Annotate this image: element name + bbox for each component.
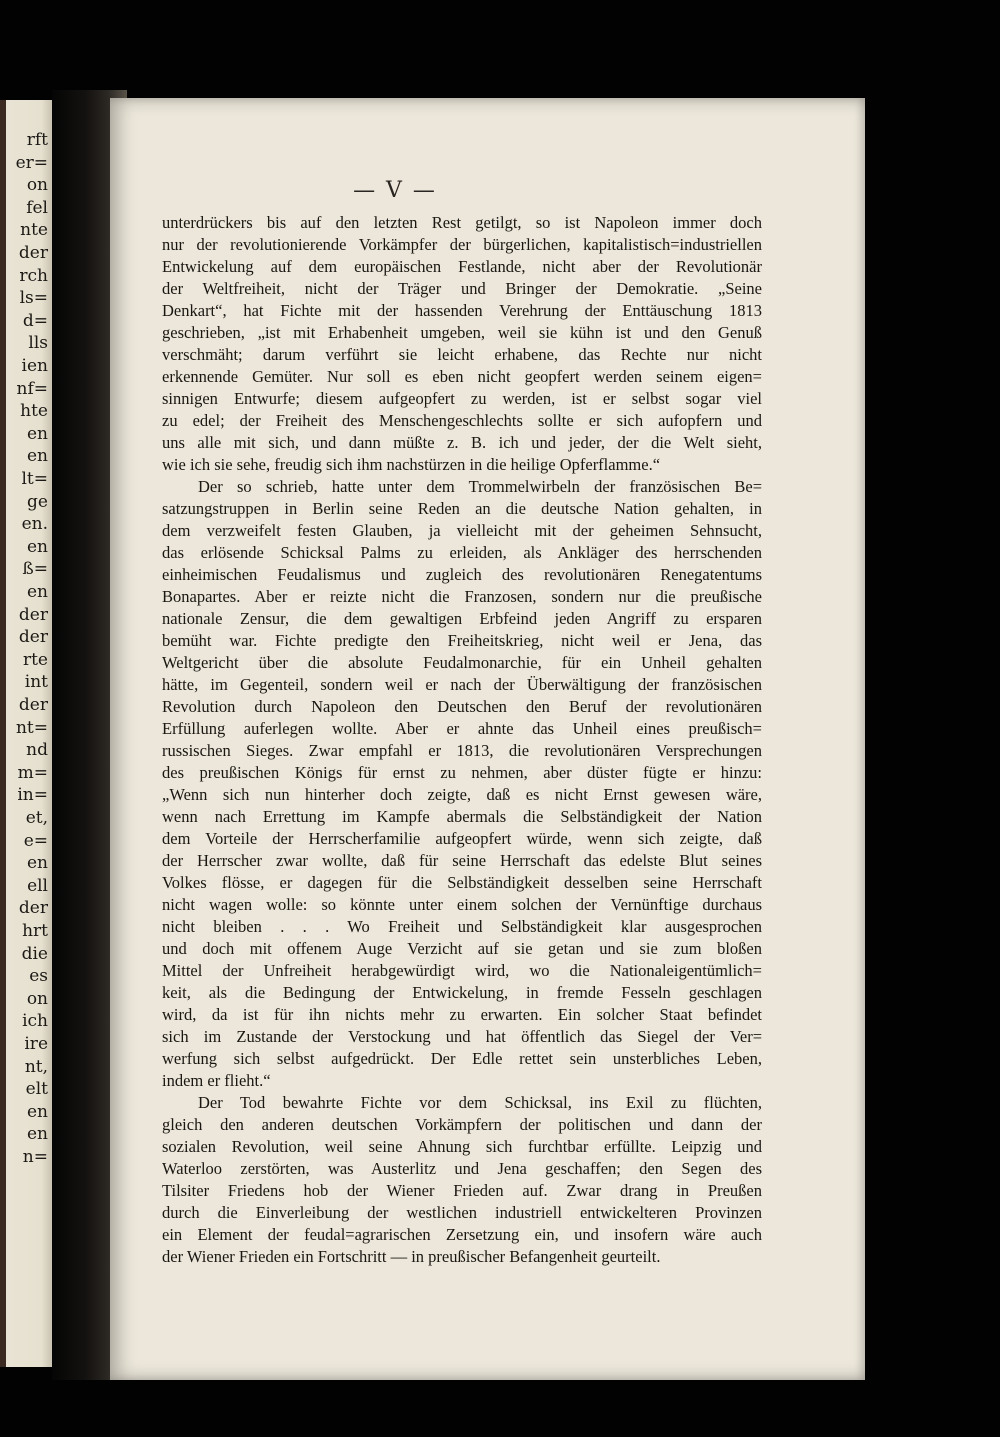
text-line: der Wiener Frieden ein Fortschritt — in preußischer Befangenheit geurteilt. xyxy=(162,1247,661,1266)
text-line: Revolution durch Napoleon den Deutschen den Beruf der revolutionären xyxy=(162,697,762,716)
left-page-fragment: nf= xyxy=(16,378,48,399)
text-line: keit, als die Bedingung der Entwickelung, in fremde Fesseln geschlagen xyxy=(162,983,762,1002)
left-page-fragment: ß= xyxy=(22,559,48,580)
text-line: hätte, im Gegenteil, sondern weil er nach der Überwältigung der französischen xyxy=(162,675,762,694)
text-line: Waterloo zerstörten, was Austerlitz und Jena geschaffen; den Segen des xyxy=(162,1159,762,1178)
text-line: des preußischen Königs für ernst zu nehmen, aber düster fügte er hinzu: xyxy=(162,763,762,782)
text-line: durch die Einverleibung der westlichen industriell entwickelteren Provinzen xyxy=(162,1203,762,1222)
left-page-fragment: en xyxy=(26,446,48,467)
text-line: Bonapartes. Aber er reizte nicht die Franzosen, sondern nur die preußische xyxy=(162,587,762,606)
left-page-fragment: en xyxy=(26,536,48,557)
left-page-fragment: der xyxy=(18,604,48,625)
text-line: Denkart“, hat Fichte mit der hassenden Verehrung der Enttäuschung 1813 xyxy=(162,301,762,320)
left-page-fragment: en xyxy=(26,853,48,874)
left-page-fragment: die xyxy=(21,943,48,964)
left-page-fragment: der xyxy=(18,243,48,263)
text-line: werfung sich selbst aufgedrückt. Der Edle rettet sein unsterbliches Leben, xyxy=(162,1049,762,1068)
left-page-fragment: e= xyxy=(23,830,48,851)
left-page-fragment: en xyxy=(26,1124,48,1145)
text-line: nationale Zensur, die dem gewaltigen Erbfeind jeden Angriff zu ersparen xyxy=(162,609,762,628)
left-page-fragment: hte xyxy=(20,401,48,422)
text-line: sinnigen Entwurfe; diesem aufgeopfert zu werden, ist er selbst sogar viel xyxy=(162,389,762,408)
page-number: — V — xyxy=(353,178,437,203)
text-line: „Wenn sich nun hinterher doch zeigte, daß es nicht Ernst gewesen wäre, xyxy=(162,785,762,804)
left-page-fragment: es xyxy=(29,966,48,987)
text-line: Mittel der Unfreiheit herabgewürdigt wird, wo die Nationaleigentümlich= xyxy=(162,961,762,980)
text-line: verschmäht; darum verführt sie leicht erhabene, das Rechte nur nicht xyxy=(162,345,762,364)
text-line: der Herrscher zwar wollte, daß für seine Herrschaft das edelste Blut seines xyxy=(162,851,762,870)
left-page-fragment: ell xyxy=(27,875,48,896)
left-page-fragment: nd xyxy=(26,740,48,761)
left-page-fragment: n= xyxy=(22,1147,48,1167)
book-cover-edge xyxy=(0,100,6,1367)
left-page-fragment: en xyxy=(26,423,48,444)
text-line: Weltgericht über die absolute Feudalmonarchie, für ein Unheil gehalten xyxy=(162,653,762,672)
text-line: dem verzweifelt festen Glauben, ja vielleicht mit der geheimen Sehnsucht, xyxy=(162,521,762,540)
left-page-fragment: rte xyxy=(22,649,48,670)
text-line: sozialen Revolution, weil seine Ahnung sich furchtbar erfüllte. Leipzig und xyxy=(162,1137,762,1156)
text-line: sich im Zustande der Verstockung und hat öffentlich das Siegel der Ver= xyxy=(162,1027,762,1046)
left-page-fragment: ien xyxy=(21,356,48,376)
left-page-fragment: fel xyxy=(26,197,48,218)
left-page-fragment: int xyxy=(24,672,48,693)
left-page-fragment: ls= xyxy=(19,288,48,309)
text-line: wird, da ist für ihn nichts mehr zu erwarten. Ein solcher Staat befindet xyxy=(162,1005,762,1024)
text-line: dem Vorteile der Herrscherfamilie aufgeopfert würde, wenn sich zeigte, daß xyxy=(162,829,762,848)
left-page-fragment: nt= xyxy=(15,717,48,738)
left-page-fragment: nte xyxy=(20,220,48,241)
left-page-fragment: lt= xyxy=(21,469,48,489)
text-line: zu edel; der Freiheit des Menschengeschlechts sollte er sich aufopfern und xyxy=(162,411,762,430)
text-line: wenn nach Errettung im Kampfe abermals die Selbständigkeit der Nation xyxy=(162,807,762,826)
text-line: uns alle mit sich, und dann müßte z. B. ich und jeder, der die Welt sieht, xyxy=(162,433,762,452)
left-page-fragment: der xyxy=(18,695,48,715)
text-line: geschrieben, „ist mit Erhabenheit umgeben, weil sie kühn ist und den Genuß xyxy=(162,323,762,342)
left-page-fragment: ire xyxy=(24,1034,48,1054)
text-line: das erlösende Schicksal Palms zu erleiden, als Ankläger des herrschenden xyxy=(162,543,762,562)
text-line: satzungstruppen in Berlin seine Reden an die deutsche Nation gehalten, in xyxy=(162,499,762,518)
left-page-fragment: rft xyxy=(26,130,48,150)
left-page-edge xyxy=(0,100,52,1367)
text-line: der Weltfreiheit, nicht der Träger und Bringer der Demokratie. „Seine xyxy=(162,279,762,298)
text-line: ein Element der feudal=agrarischen Zersetzung ein, und insofern wäre auch xyxy=(162,1225,762,1244)
text-line: nicht bleiben . . . Wo Freiheit und Selbständigkeit klar ausgesprochen xyxy=(162,917,762,936)
text-line: wie ich sie sehe, freudig sich ihm nachstürzen in die heilige Opferflamme.“ xyxy=(162,455,661,474)
left-page-fragment: rch xyxy=(19,265,48,286)
left-page-fragment: en xyxy=(26,1101,48,1122)
left-page-fragment: elt xyxy=(25,1079,48,1100)
text-line: und doch mit offenem Auge Verzicht auf sie getan und sie zum bloßen xyxy=(162,939,762,958)
left-page-fragment: d= xyxy=(22,310,48,331)
text-line: Entwickelung auf dem europäischen Festlande, nicht aber der Revolutionär xyxy=(162,257,762,276)
left-page-fragment: ich xyxy=(22,1011,48,1032)
left-page-fragment: er= xyxy=(15,152,48,173)
left-page-fragment: m= xyxy=(17,762,48,783)
text-line: Der so schrieb, hatte unter dem Trommelwirbeln der französischen Be= xyxy=(198,477,762,496)
left-page-fragment: der xyxy=(18,627,48,648)
left-page-fragment: in= xyxy=(17,785,48,806)
left-page-fragment: en. xyxy=(21,514,48,535)
text-line: bemüht war. Fichte predigte den Freiheitskrieg, nicht weil er Jena, das xyxy=(162,631,762,650)
text-line: Tilsiter Friedens hob der Wiener Frieden auf. Zwar drang in Preußen xyxy=(162,1181,762,1200)
text-line: Der Tod bewahrte Fichte vor dem Schicksal, ins Exil zu flüchten, xyxy=(198,1093,762,1112)
left-page-fragment: nt, xyxy=(24,1056,48,1077)
text-line: Volkes flösse, er dagegen für die Selbständigkeit desselben seine Herrschaft xyxy=(162,873,762,892)
left-page-fragment: ge xyxy=(27,491,48,512)
text-line: unterdrückers bis auf den letzten Rest getilgt, so ist Napoleon immer doch xyxy=(162,213,762,232)
text-line: einheimischen Feudalismus und zugleich des revolutionären Renegatentums xyxy=(162,565,762,584)
left-page-fragment: lls xyxy=(28,333,48,354)
left-page-fragment: on xyxy=(26,988,48,1009)
text-line: nur der revolutionierende Vorkämpfer der bürgerlichen, kapitalistisch=industriellen xyxy=(162,235,762,254)
left-page-fragment: on xyxy=(26,175,48,196)
left-page-fragment: en xyxy=(26,582,48,602)
text-line: indem er flieht.“ xyxy=(162,1071,271,1090)
left-page-fragment: et, xyxy=(25,808,48,828)
text-line: Erfüllung auferlegen wollte. Aber er ahnte das Unheil eines preußisch= xyxy=(162,719,762,738)
text-line: nicht wagen wolle: so könnte unter einem solchen der Vernünftige durchaus xyxy=(162,895,762,914)
left-page-fragment: hrt xyxy=(22,921,48,941)
text-line: gleich den anderen deutschen Vorkämpfern der politischen und dann der xyxy=(162,1115,762,1134)
left-page-fragment: der xyxy=(18,898,48,919)
text-line: russischen Sieges. Zwar empfahl er 1813, die revolutionären Versprechungen xyxy=(162,741,762,760)
text-line: erkennende Gemüter. Nur soll es eben nicht geopfert werden seinem eigen= xyxy=(162,367,762,386)
